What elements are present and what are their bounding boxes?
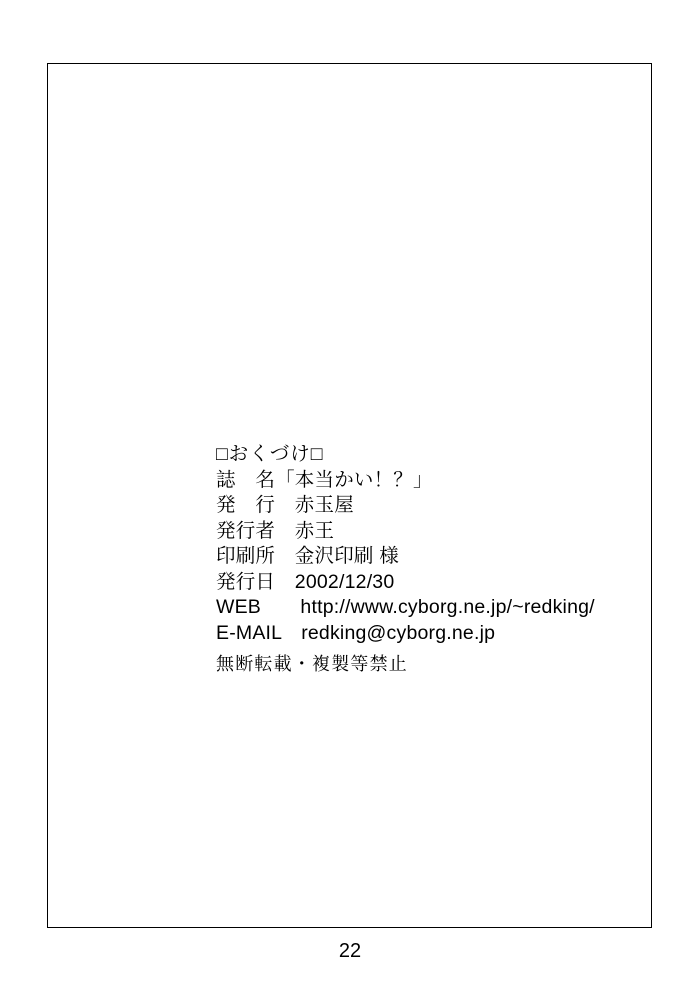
page-frame (47, 63, 652, 928)
copyright-notice: 無断転載・複製等禁止 (216, 654, 408, 674)
colophon-publisher-line: 発 行 赤玉屋 (216, 494, 354, 516)
colophon-web-line: WEB http://www.cyborg.ne.jp/~redking/ (216, 596, 595, 618)
colophon-printer-line: 印刷所 金沢印刷 様 (216, 545, 399, 567)
colophon-date-line: 発行日 2002/12/30 (216, 570, 395, 593)
colophon-email-line: E-MAIL redking@cyborg.ne.jp (216, 621, 496, 644)
colophon-author-line: 発行者 赤王 (216, 519, 335, 542)
colophon-heading: □おくづけ□ (216, 443, 324, 465)
colophon-block (216, 442, 656, 646)
page-number: 22 (338, 940, 362, 962)
colophon-title-line: 誌 名「本当かい！？」 (216, 468, 433, 491)
